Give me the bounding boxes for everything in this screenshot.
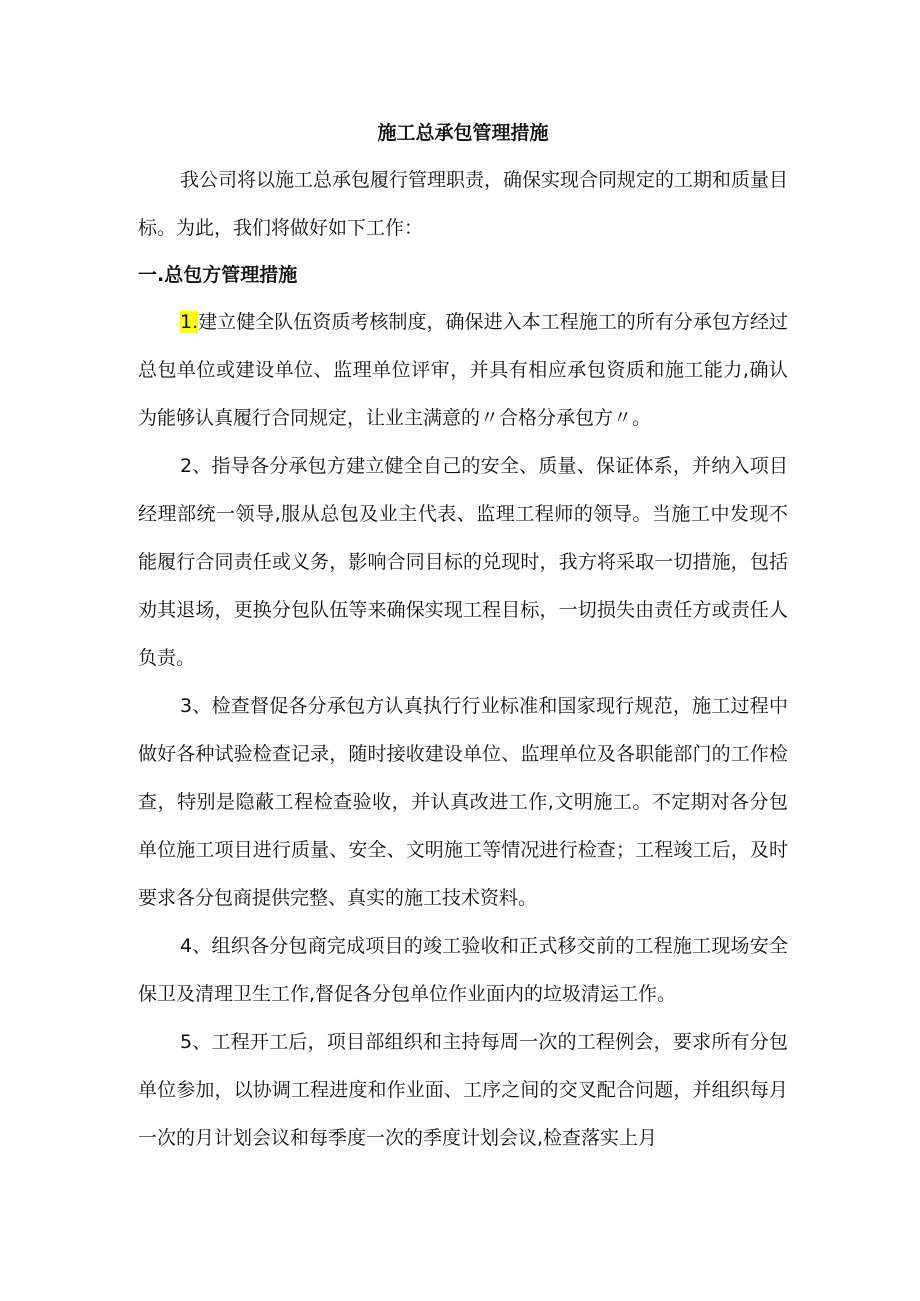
item-text: 指导各分承包方建立健全自己的安全、质量、保证体系，并纳入项目经理部统一领导,服从总包及业主代表、监理工程师的领导。当施工中发现不能履行合同责任或义务，影响合同目标的兑现时，我方将采取一切措施，包括劝其退场，更换分包队伍等来确保实现工程目标，一切损失由责任方或责任人负责。 — [138, 455, 788, 669]
item-number: 4、 — [180, 935, 212, 957]
item-5 — [138, 1018, 788, 1162]
item-text: 建立健全队伍资质考核制度，确保进入本工程施工的所有分承包方经过总包单位或建设单位、监理单位评审，并具有相应承包资质和施工能力,确认为能够认真履行合同规定，让业主满意的〃合格分承包方〃。 — [138, 311, 788, 429]
item-text: 检查督促各分承包方认真执行行业标准和国家现行规范，施工过程中做好各种试验检查记录，随时接收建设单位、监理单位及各职能部门的工作检查，特别是隐蔽工程检查验收，并认真改进工作,文明施工。不定期对各分包单位施工项目进行质量、安全、文明施工等情况进行检查；工程竣工后，及时要求各分包商提供完整、真实的施工技术资料。 — [138, 695, 788, 909]
section-heading: 一.总包方管理措施 — [138, 264, 298, 286]
item-2 — [138, 442, 788, 682]
item-text: 工程开工后，项目部组织和主持每周一次的工程例会，要求所有分包单位参加，以协调工程进度和作业面、工序之间的交叉配合问题，并组织每月一次的月计划会议和每季度一次的季度计划会议,检查落实上月 — [138, 1031, 788, 1149]
item-number-highlight: 1. — [180, 311, 199, 333]
item-text: 组织各分包商完成项目的竣工验收和正式移交前的工程施工现场安全保卫及清理卫生工作,督促各分包单位作业面内的垃圾清运工作。 — [138, 935, 788, 1005]
intro-paragraph: 我公司将以施工总承包履行管理职责，确保实现合同规定的工期和质量目标。为此，我们将做好如下工作： — [138, 169, 789, 239]
document-body — [138, 118, 788, 1162]
item-4 — [138, 922, 788, 1018]
item-1 — [138, 298, 788, 442]
item-3 — [138, 682, 788, 922]
item-number: 2、 — [180, 455, 212, 477]
document-title: 施工总承包管理措施 — [377, 122, 549, 144]
item-number: 5、 — [180, 1031, 212, 1053]
item-number: 3、 — [180, 695, 212, 717]
